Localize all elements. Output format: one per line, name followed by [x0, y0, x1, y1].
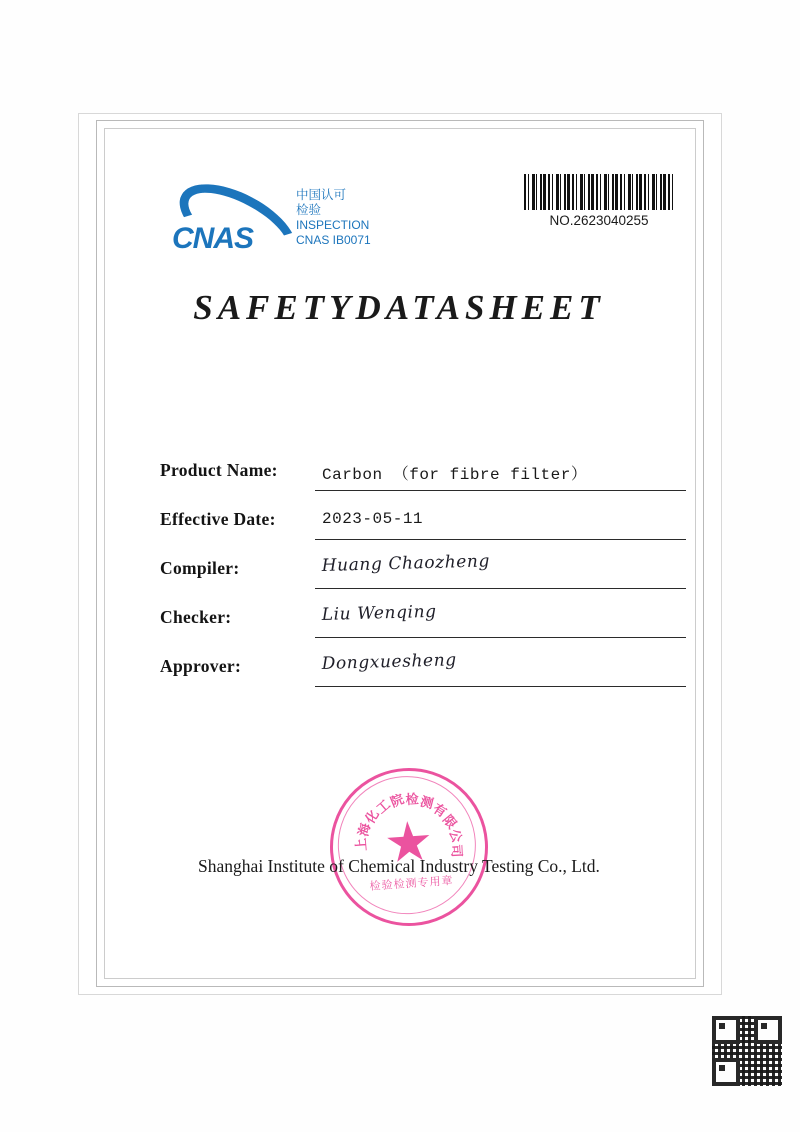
field-row-checker: [160, 599, 686, 648]
company-seal-stamp: [325, 763, 494, 932]
company-name: Shanghai Institute of Chemical Industry Testing Co., Ltd.: [198, 856, 600, 876]
field-row-product-name: [160, 452, 686, 501]
barcode-number: NO.2623040255: [549, 213, 649, 228]
cnas-caption-en: INSPECTION: [296, 218, 370, 232]
barcode-icon: [524, 174, 674, 210]
cnas-logo-caption: [296, 188, 412, 248]
field-rule-approver: [315, 686, 686, 687]
cnas-caption-cn-1: 中国认可: [296, 188, 347, 202]
field-rule-compiler: [315, 588, 686, 589]
cnas-logo-icon: [172, 194, 290, 266]
field-label-product-name: Product Name:: [160, 460, 278, 480]
cnas-logo-text: CNAS: [172, 222, 254, 255]
field-row-compiler: [160, 550, 686, 599]
field-row-effective-date: [160, 501, 686, 550]
seal-bottom-text: 检验检测专用章: [369, 873, 454, 893]
field-rule-product-name: [315, 490, 686, 491]
cnas-caption-code: CNAS IB0071: [296, 233, 371, 247]
field-value-approver: Dongxuesheng: [321, 650, 458, 674]
page-title: SAFETYDATASHEET: [193, 288, 605, 327]
field-value-compiler: Huang Chaozheng: [321, 551, 491, 576]
field-label-checker: Checker:: [160, 607, 232, 627]
barcode-block: [524, 174, 674, 228]
qr-finder-top-left: [712, 1016, 740, 1044]
field-value-product-name: Carbon （for fibre filter）: [322, 466, 588, 484]
field-value-effective-date: 2023-05-11: [322, 510, 424, 528]
field-label-compiler: Compiler:: [160, 558, 240, 578]
field-row-approver: [160, 648, 686, 697]
cnas-caption-cn-2: 检验: [296, 203, 322, 217]
field-value-checker: Liu Wenqing: [321, 601, 437, 625]
cnas-logo-block: [172, 188, 412, 274]
qr-finder-bottom-left: [712, 1058, 740, 1086]
field-label-approver: Approver:: [160, 656, 242, 676]
qr-code-icon: [712, 1016, 782, 1086]
field-rule-effective-date: [315, 539, 686, 540]
qr-finder-top-right: [754, 1016, 782, 1044]
field-rule-checker: [315, 637, 686, 638]
field-label-effective-date: Effective Date:: [160, 509, 276, 529]
seal-arc-text: 上 海 化 工 院 检 测 有 限 公 司: [354, 792, 465, 858]
field-list: [160, 452, 686, 697]
